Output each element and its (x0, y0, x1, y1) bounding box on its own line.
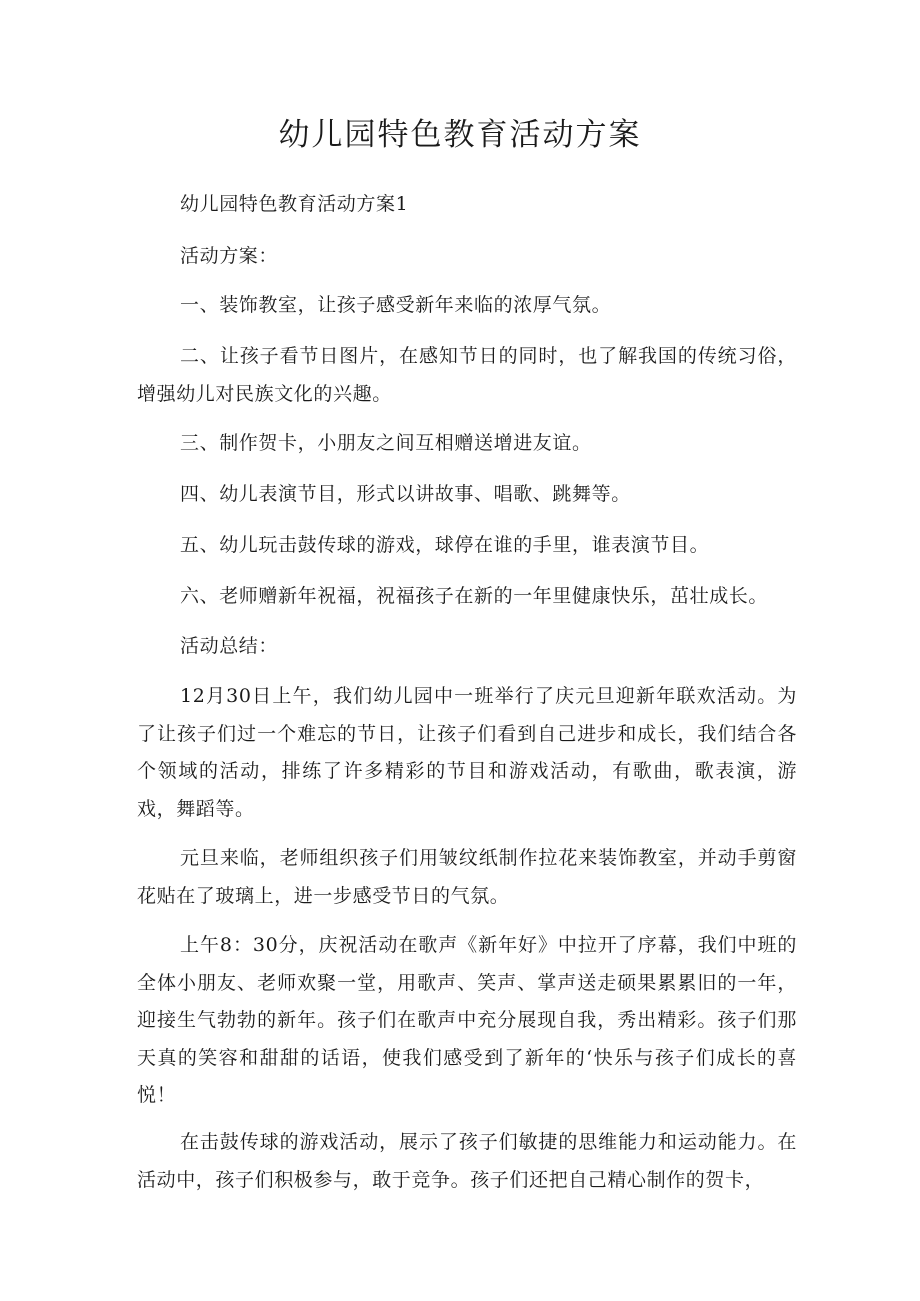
summary-paragraph: 12月30日上午，我们幼儿园中一班举行了庆元旦迎新年联欢活动。为了让孩子们过一个难忘的节日，让孩子们看到自己进步和成长，我们结合各个领域的活动，排练了许多精彩的节目和游戏活动，有歌曲，歌表演，游戏，舞蹈等。 (137, 685, 797, 820)
plan-item: 五、幼儿玩击鼓传球的游戏，球停在谁的手里，谁表演节目。 (180, 534, 710, 556)
document-subtitle: 幼儿园特色教育活动方案1 (180, 193, 409, 215)
summary-paragraph: 元旦来临，老师组织孩子们用皱纹纸制作拉花来装饰教室，并动手剪窗花贴在了玻璃上，进一步感受节日的气氛。 (137, 847, 797, 907)
plan-item: 三、制作贺卡，小朋友之间互相赠送增进友谊。 (180, 432, 592, 454)
plan-item: 二、让孩子看节日图片，在感知节日的同时，也了解我国的传统习俗，增强幼儿对民族文化的兴趣。 (137, 345, 797, 405)
summary-paragraph: 上午8：30分，庆祝活动在歌声《新年好》中拉开了序幕，我们中班的全体小朋友、老师欢聚一堂，用歌声、笑声、掌声送走硕果累累旧的一年，迎接生气勃勃的新年。孩子们在歌声中充分展现自我，秀出精彩。孩子们那天真的笑容和甜甜的话语，使我们感受到了新年的‘快乐与孩子们成长的喜悦！ (137, 934, 797, 1106)
document-title: 幼儿园特色教育活动方案 (278, 117, 642, 153)
plan-item: 一、装饰教室，让孩子感受新年来临的浓厚气氛。 (180, 294, 612, 316)
plan-item: 四、幼儿表演节目，形式以讲故事、唱歌、跳舞等。 (180, 483, 631, 505)
plan-heading: 活动方案： (180, 245, 279, 267)
summary-paragraph: 在击鼓传球的游戏活动，展示了孩子们敏捷的思维能力和运动能力。在活动中，孩子们积极参与，敢于竞争。孩子们还把自己精心制作的贺卡， (137, 1131, 797, 1191)
summary-heading: 活动总结： (180, 635, 279, 657)
plan-item: 六、老师赠新年祝福，祝福孩子在新的一年里健康快乐，茁壮成长。 (180, 585, 769, 607)
